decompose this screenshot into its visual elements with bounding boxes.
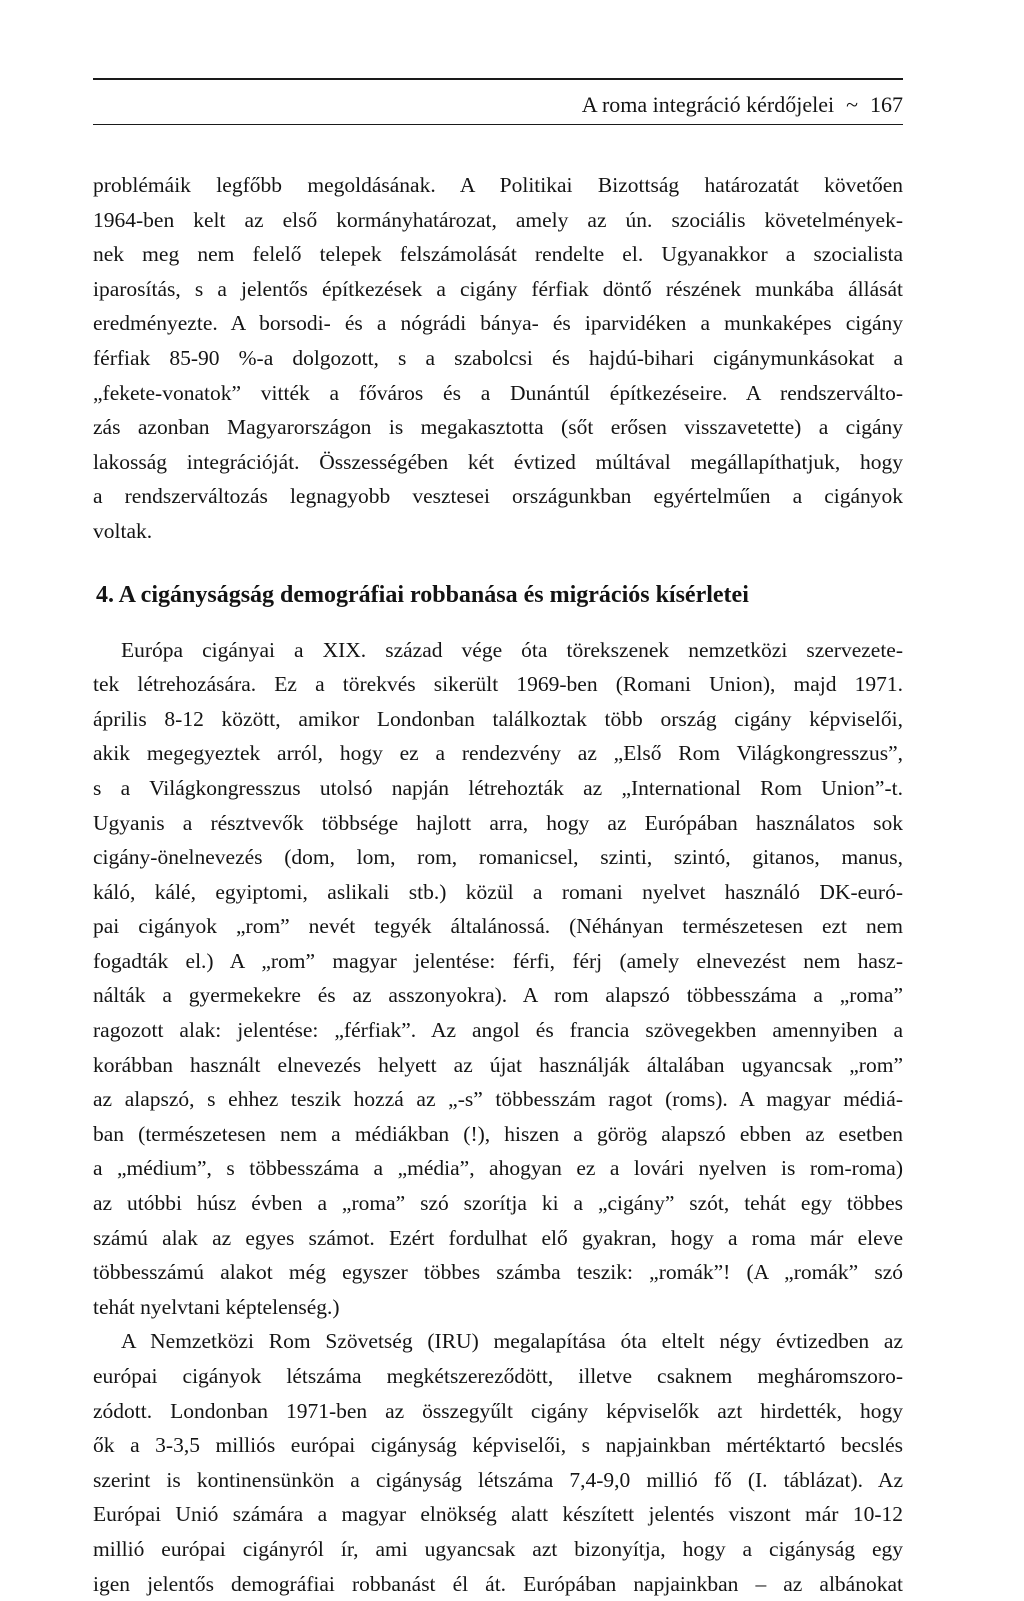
text-line: ban (természetesen nem a médiákban (!), hiszen a görög alapszó ebben az esetben xyxy=(93,1121,903,1146)
text-line: ragozott alak: jelentése: „férfiak”. Az angol és francia szövegekben amennyiben a xyxy=(93,1018,903,1043)
text-line: többesszámú alakot még egyszer többes számba teszik: „romák”! (A „romák” szó xyxy=(93,1260,903,1285)
paragraph-2 xyxy=(93,633,903,1325)
text-line: 1964-ben kelt az első kormányhatározat, amely az ún. szociális követelmények- xyxy=(93,207,903,232)
text-line: pai cigányok „rom” nevét tegyék általánossá. (Néhányan természetesen ezt nem xyxy=(93,914,903,939)
text-line: európai cigányok létszáma megkétszereződött, illetve csaknem megháromszoro- xyxy=(93,1364,903,1388)
text-line: számú alak az egyes számot. Ezért fordulhat elő gyakran, hogy a roma már eleve xyxy=(93,1225,903,1250)
text-line: Európai Unió számára a magyar elnökség alatt készített jelentés viszont már 10-12 xyxy=(93,1502,903,1527)
text-line: millió európai cigányról ír, ami ugyancsak azt bizonyítja, hogy a cigányság egy xyxy=(93,1536,903,1561)
text-line: nálták a gyermekekre és az asszonyokra). A rom alapszó többesszáma a „roma” xyxy=(93,983,903,1008)
text-line: az utóbbi húsz évben a „roma” szó szorítja ki a „cigány” szót, tehát egy többes xyxy=(93,1191,903,1216)
running-header xyxy=(93,80,903,124)
text-line: cigány-önelnevezés (dom, lom, rom, romanicsel, szinti, szintó, gitanos, manus, xyxy=(93,845,903,870)
text-line: iparosítás, s a jelentős építkezések a cigány férfiak döntő részének munkába állását xyxy=(93,276,903,301)
text-line: tek létrehozására. Ez a törekvés sikerült 1969-ben (Romani Union), majd 1971. xyxy=(93,672,903,697)
paragraph-1 xyxy=(93,168,903,549)
text-line: Európa cigányai a XIX. század vége óta törekszenek nemzetközi szervezete- xyxy=(121,637,903,662)
text-line: korábban használt elnevezés helyett az újat használják általában ugyancsak „rom” xyxy=(93,1052,903,1077)
paragraph-3 xyxy=(93,1324,903,1601)
text-line: a rendszerváltozás legnagyobb vesztesei országunkban egyértelműen a cigányok xyxy=(93,484,903,509)
text-line: voltak. xyxy=(93,518,153,543)
text-line: A Nemzetközi Rom Szövetség (IRU) megalapítása óta eltelt négy évtizedben az xyxy=(121,1329,903,1354)
text-line: fogadták el.) A „rom” magyar jelentése: férfi, férj (amely elnevezést nem hasz- xyxy=(93,948,903,973)
text-line: nek meg nem felelő telepek felszámolását rendelte el. Ugyanakkor a szocialista xyxy=(93,242,903,267)
text-line: zódott. Londonban 1971-ben az összegyűlt cigány képviselők azt hirdették, hogy xyxy=(93,1398,903,1423)
text-line: eredményezte. A borsodi- és a nógrádi bánya- és iparvidéken a munkaképes cigány xyxy=(93,311,903,336)
text-line: akik megegyeztek arról, hogy ez a rendezvény az „Első Rom Világkongresszus”, xyxy=(93,741,903,766)
text-line: az alapszó, s ehhez teszik hozzá az „-s” többesszám ragot (roms). A magyar médiá- xyxy=(93,1087,903,1112)
text-line: igen jelentős demográfiai robbanást él át. Európában napjainkban – az albánokat xyxy=(93,1571,903,1596)
page xyxy=(93,78,903,1601)
text-line: Ugyanis a résztvevők többsége hajlott arra, hogy az Európában használatos sok xyxy=(93,810,903,835)
text-line: s a Világkongresszus utolsó napján létrehozták az „International Rom Union”-t. xyxy=(93,775,903,800)
text-line: szerint is kontinensünkön a cigányság létszáma 7,4-9,0 millió fő (I. táblázat). Az xyxy=(93,1467,903,1492)
header-title: A roma integráció kérdőjelei xyxy=(581,92,835,117)
text-line: ők a 3-3,5 milliós európai cigányság képviselői, s napjainkban mértéktartó becslés xyxy=(93,1433,903,1458)
text-line: zás azonban Magyarországon is megakasztotta (sőt erősen visszavetette) a cigány xyxy=(93,415,903,440)
text-line: a „médium”, s többesszáma a „média”, ahogyan ez a lovári nyelven is rom-roma) xyxy=(93,1156,903,1181)
text-line: „fekete-vonatok” vitték a főváros és a Dunántúl építkezéseire. A rendszerválto- xyxy=(93,380,903,405)
text-line: káló, kálé, egyiptomi, aslikali stb.) közül a romani nyelvet használó DK-euró- xyxy=(93,879,903,904)
text-line: férfiak 85-90 %-a dolgozott, s a szabolcsi és hajdú-bihari cigánymunkásokat a xyxy=(93,345,903,370)
section-heading: 4. A cigányságság demográfiai robbanása és migrációs kísérletei xyxy=(96,581,749,608)
page-number: 167 xyxy=(870,92,903,117)
header-separator: ~ xyxy=(846,92,858,117)
text-line: tehát nyelvtani képtelenség.) xyxy=(93,1294,340,1319)
text-line: problémáik legfőbb megoldásának. A Politikai Bizottság határozatát követően xyxy=(93,173,903,197)
text-line: április 8-12 között, amikor Londonban találkoztak több ország cigány képviselői, xyxy=(93,706,903,731)
header-rule-bottom xyxy=(93,124,903,125)
text-line: lakosság integrációját. Összességében két évtized múltával megállapíthatjuk, hogy xyxy=(93,449,903,474)
